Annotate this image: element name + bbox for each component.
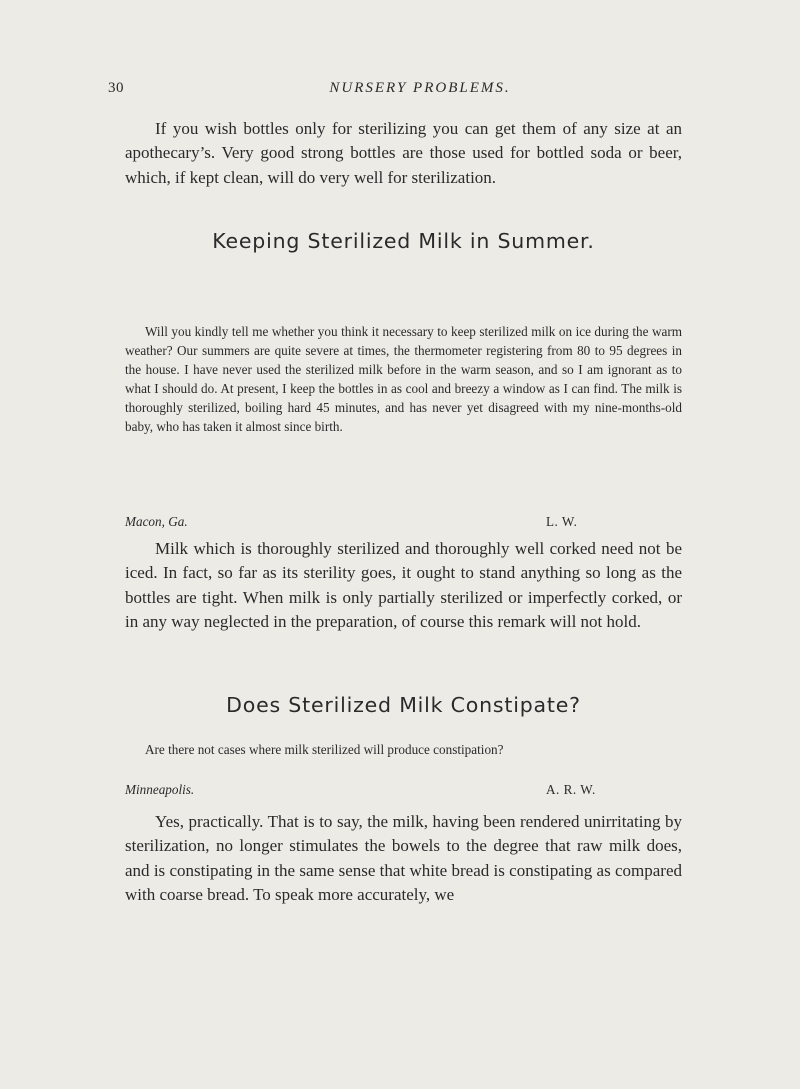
signature-place: Macon, Ga.: [125, 514, 188, 529]
reader-letter-constipate: Are there not cases where milk sterilized will produce constipation?: [145, 742, 504, 757]
section-heading-keeping-milk: Keeping Sterilized Milk in Summer.: [212, 229, 595, 253]
signature-initials: L. W.: [546, 514, 578, 529]
signature-initials: A. R. W.: [546, 782, 596, 797]
section-heading-constipate: Does Sterilized Milk Constipate?: [226, 693, 581, 717]
answer-paragraph-constipate: Yes, practically. That is to say, the milk, having been rendered unirritating by sterilization, no longer stimulates the bowels to the degree that raw milk does, and is constipating in the same sense that white bread is constipating as compared with coarse bread. To speak more accurately, we: [125, 812, 682, 905]
reader-letter-keeping-milk: Will you kindly tell me whether you think it necessary to keep sterilized milk on ice during the warm weather? Our summers are quite severe at times, the thermometer registering from 80 to 95 degrees in the house. I have never used the sterilized milk before in the warm season, and so I am ignorant as to what I should do. At present, I keep the bottles in as cool and breezy a window as I can find. The milk is thoroughly sterilized, boiling hard 45 minutes, and has never yet disagreed with my nine-months-old baby, who has taken it almost since birth.: [125, 324, 682, 435]
intro-paragraph: If you wish bottles only for sterilizing you can get them of any size at an apothecary’s. Very good strong bottles are those used for bottled soda or beer, which, if kept clean, will do very well for sterilization.: [125, 119, 682, 187]
letter-signature-keeping-milk: [125, 514, 682, 534]
page-number: 30: [108, 80, 124, 96]
signature-place: Minneapolis.: [125, 782, 195, 797]
answer-paragraph-keeping-milk: Milk which is thoroughly sterilized and thoroughly well corked need not be iced. In fact, so far as its sterility goes, it ought to stand anything so long as the bottles are tight. When milk is only partially sterilized or imperfectly corked, or in any way neglected in the preparation, of course this remark will not hold.: [125, 539, 682, 632]
running-title: NURSERY PROBLEMS.: [329, 80, 511, 96]
page-header: [0, 80, 800, 104]
letter-signature-constipate: [125, 782, 682, 802]
